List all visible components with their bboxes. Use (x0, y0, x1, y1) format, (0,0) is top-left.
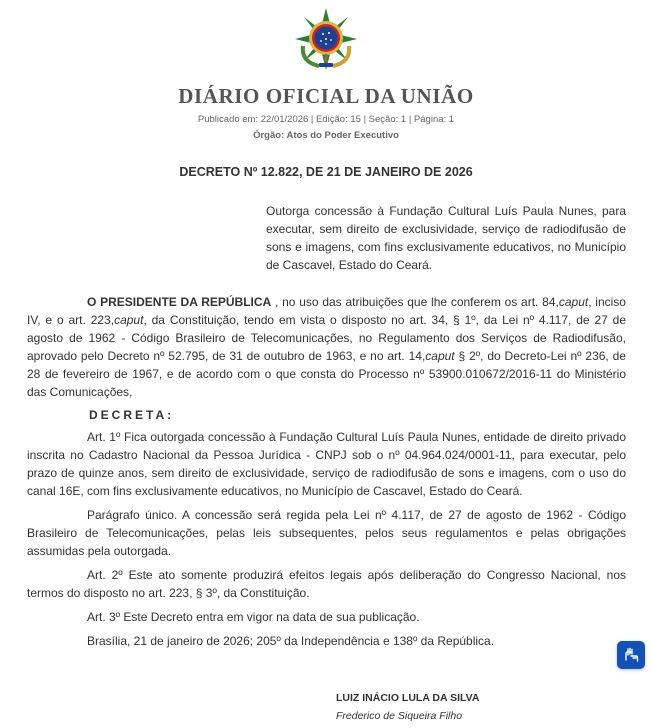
sign-language-hands-icon (622, 646, 640, 664)
preamble-caput-2: caput (114, 313, 144, 327)
decreta-heading: DECRETA: (89, 408, 175, 422)
preamble-text-1: , no uso das atribuições que lhe conferem os art. 84, (271, 295, 559, 309)
masthead-title: DIÁRIO OFICIAL DA UNIÃO (178, 84, 474, 108)
preamble-text-3: , da Constituição, tendo em vista o disposto no art. 34, § 1º, da Lei nº 4.117, de 27 de agosto de 1962 - Código Brasileiro de Telecomunicações, no Regulamento dos Serviços de Radiodifusão, aprovado pelo Decreto nº 52.795, de 31 de outubro de 1963, e no art. 14, (27, 313, 626, 363)
article-3: Art. 3º Este Decreto entra em vigor na data de sua publicação. (87, 610, 420, 624)
decree-body (27, 293, 626, 656)
preamble-text-4: § 2º, do Decreto-Lei nº 236, de 28 de fevereiro de 1967, e de acordo com o que consta do Processo nº 53900.010672/2016-11 do Ministério das Comunicações, (27, 349, 626, 399)
article-2: Art. 2º Este ato somente produzirá efeitos legais após deliberação do Congresso Nacional, nos termos do disposto no art. 223, § 3º, da Constituição. (27, 568, 626, 600)
minister-name: Frederico de Siqueira Filho (336, 710, 463, 722)
preamble-paragraph (27, 293, 626, 401)
signatory-name: LUIZ INÁCIO LULA DA SILVA (336, 692, 480, 704)
preamble-subject: O PRESIDENTE DA REPÚBLICA (87, 295, 272, 309)
preamble-caput-3: caput (425, 349, 455, 363)
publication-info: Publicado em: 22/01/2026 | Edição: 15 | Seção: 1 | Página: 1 (197, 114, 455, 125)
article-1: Art. 1º Fica outorgada concessão à Fundação Cultural Luís Paula Nunes, entidade de direito privado inscrita no Cadastro Nacional da Pessoa Jurídica - CNPJ sob o nº 04.964.024/0001-11, para executar, pelo prazo de quinze anos, sem direito de exclusividade, serviço de radiodifusão de sons e imagens, com o uso do canal 16E, com fins exclusivamente educativos, no Município de Cascavel, Estado do Ceará. (27, 430, 626, 498)
date-line: Brasília, 21 de janeiro de 2026; 205º da Independência e 138º da República. (87, 634, 495, 648)
paragrafo-unico: Parágrafo único. A concessão será regida pela Lei nº 4.117, de 27 de agosto de 1962 - Código Brasileiro de Telecomunicações, pelas leis subsequentes, pelos seus regulamentos e pelas obrigações assumidas pela outorgada. (27, 508, 626, 558)
preamble-text-2: , inciso IV, e o art. 223, (27, 295, 626, 327)
decree-ementa: Outorga concessão à Fundação Cultural Luís Paula Nunes, para executar, sem direito de exclusividade, serviço de radiodifusão de sons e imagens, com fins exclusivamente educativos, no Município de Cascavel, Estado do Ceará. (266, 204, 626, 272)
orgao-label: Órgão: Atos do Poder Executivo (253, 130, 399, 141)
coat-of-arms-icon (293, 6, 359, 72)
accessibility-button[interactable] (617, 641, 645, 669)
decree-title: DECRETO Nº 12.822, DE 21 DE JANEIRO DE 2026 (179, 165, 473, 179)
preamble-caput-1: caput (558, 295, 589, 309)
